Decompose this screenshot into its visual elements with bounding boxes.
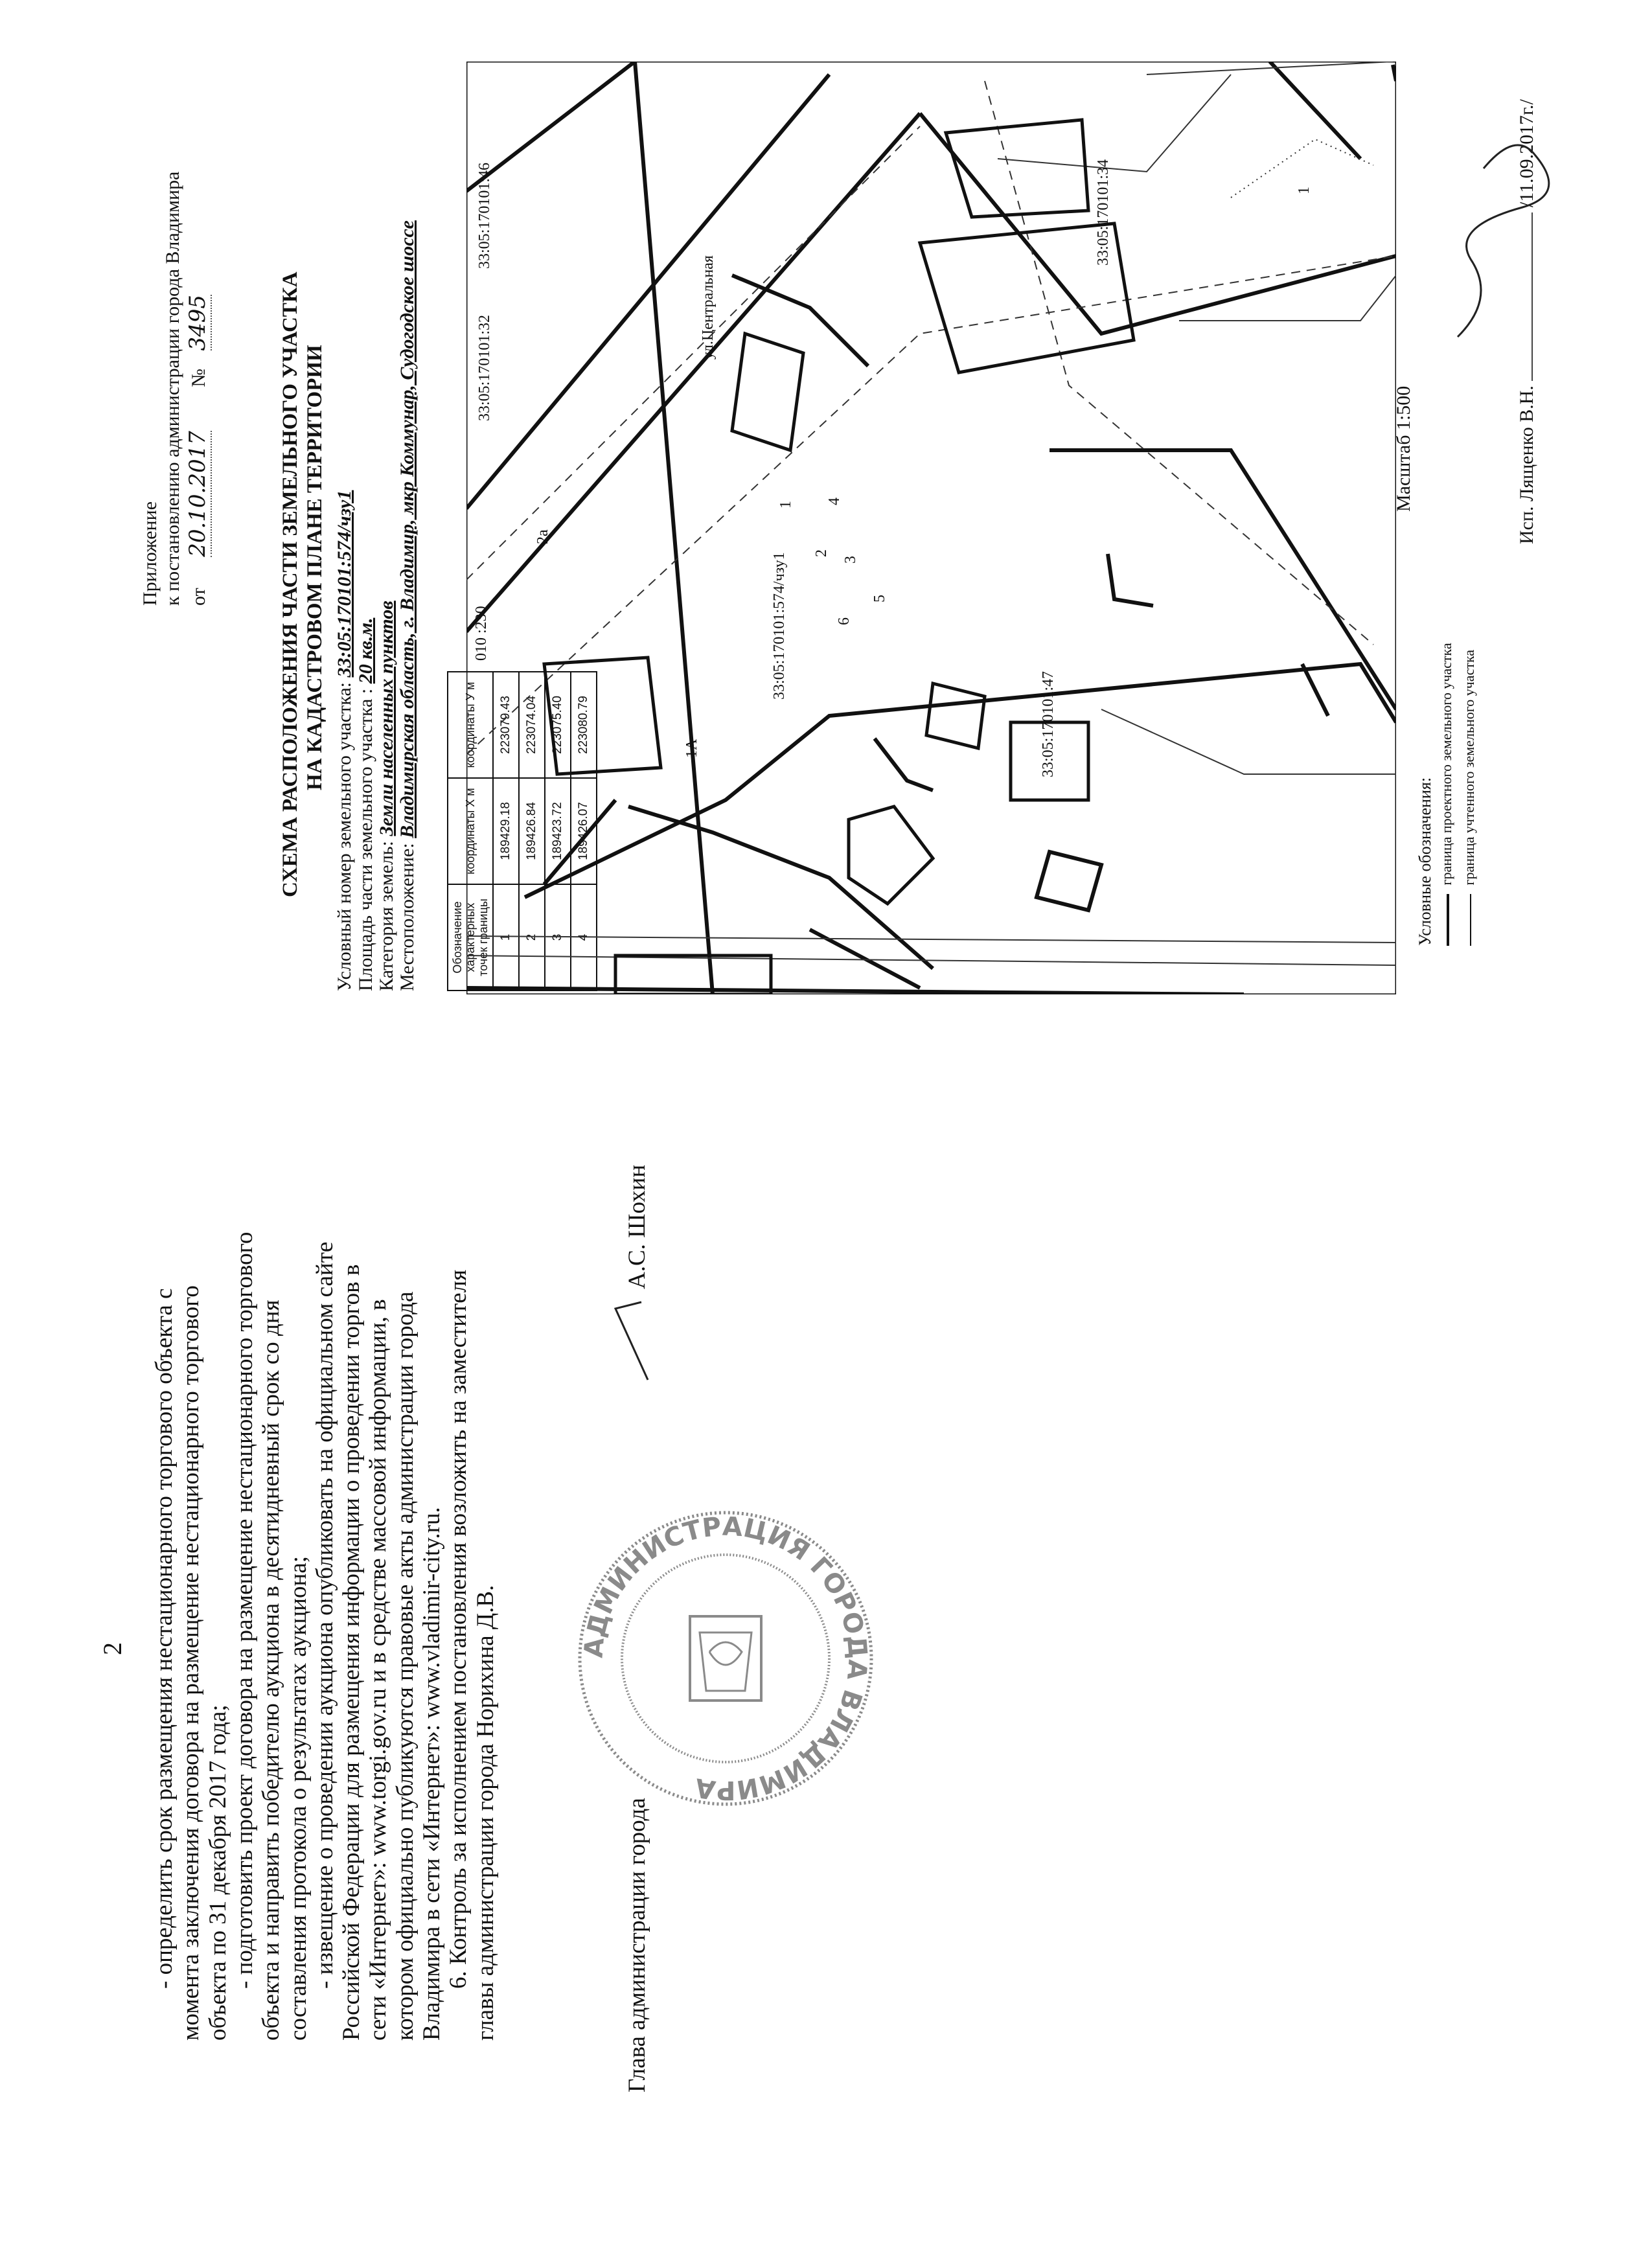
table-cell: 3 xyxy=(545,884,571,991)
scheme-title-line-2: НА КАДАСТРОВОМ ПЛАНЕ ТЕРРИТОРИИ xyxy=(303,345,327,790)
map-scale: Масштаб 1:500 xyxy=(1393,385,1414,512)
table-cell: 189429.18 xyxy=(493,778,519,884)
parcel-label-32: 33:05:170101:32 xyxy=(476,314,493,421)
legend-item-registered xyxy=(1461,650,1478,946)
annex-label: Приложение xyxy=(139,501,161,606)
project-part-polygon xyxy=(1037,852,1101,910)
contour-lines xyxy=(466,62,1396,965)
table-cell: 1 xyxy=(493,884,519,991)
page-number: 2 xyxy=(98,1642,127,1655)
building-label-1a: 1А xyxy=(683,739,700,758)
legend-title: Условные обозначения: xyxy=(1416,777,1434,946)
legend-swatch-project xyxy=(1447,894,1449,946)
parcel-label-46: 33:05:170101:46 xyxy=(476,162,493,269)
parcel-info-value: Владимирская область, г. Владимир, мкр Коммунар, Судогодское шоссе xyxy=(396,220,418,838)
signatory-title: Глава администрации города xyxy=(624,1798,650,2092)
parcel-info-line xyxy=(355,618,377,991)
dashed-lines xyxy=(466,81,1396,755)
annex-number: 3495 xyxy=(185,294,211,351)
legend-label-project: граница проектного земельного участка xyxy=(1438,643,1454,886)
parcel-label-34: 33:05:170101:34 xyxy=(1095,159,1112,266)
annex-date-line xyxy=(185,295,211,606)
street-label: ул.Центральная xyxy=(700,255,717,360)
parcel-info-label: Местоположение: xyxy=(396,838,418,991)
body-line: - извещение о проведении аукциона опубликовать на официальном сайте xyxy=(311,1241,338,1989)
point-label-2: 2 xyxy=(813,549,830,557)
signature-mark xyxy=(602,1296,661,1386)
body-line: Российской Федерации для размещения информации о проведении торгов в xyxy=(338,1264,365,2041)
annex-date: 20.10.2017 xyxy=(185,431,211,557)
parcel-info-value: Земли населенных пунктов xyxy=(376,601,397,836)
body-line: главы администрации города Норихина Д.В. xyxy=(472,1585,499,2041)
seal-image xyxy=(570,1503,881,1814)
seal-text: АДМИНИСТРАЦИЯ ГОРОДА ВЛАДИМИРА xyxy=(579,1511,873,1805)
table-header-cell: Обозначение характерных точек границы xyxy=(448,884,493,991)
parcel-info-value: 20 кв.м. xyxy=(355,617,376,684)
point-label-5: 5 xyxy=(871,595,888,602)
point-label-3: 3 xyxy=(842,556,859,564)
table-cell: 223074.04 xyxy=(519,672,545,778)
parcel-info-line xyxy=(396,220,419,991)
table-header-cell: координаты Х м xyxy=(448,778,493,884)
body-line: 6. Контроль за исполнением постановления возложить на заместителя xyxy=(445,1269,472,1989)
body-line: объекта по 31 декабря 2017 года; xyxy=(204,1704,231,2041)
misc-label-1: 1 xyxy=(1296,187,1313,194)
parcel-info-label: Категория земель: xyxy=(376,836,397,991)
table-cell: 189423.72 xyxy=(545,778,571,884)
executor-name: Исп. Лященко В.Н. xyxy=(1516,385,1537,544)
parcel-info-label: Условный номер земельного участка: xyxy=(334,677,355,991)
body-line: момента заключения договора на размещение нестационарного торгового xyxy=(178,1285,205,2041)
body-line: составления протокола о результатах аукциона; xyxy=(284,1555,312,2041)
annex-reference: к постановлению администрации города Владимира xyxy=(162,171,183,606)
point-label-1: 1 xyxy=(777,501,794,509)
executor-date: /11.09.2017г./ xyxy=(1516,99,1537,208)
annex-number-label: № xyxy=(188,368,209,387)
legend-item-project xyxy=(1438,643,1455,946)
table-cell: 4 xyxy=(571,884,597,991)
table-cell: 189426.07 xyxy=(571,778,597,884)
table-cell: 2 xyxy=(519,884,545,991)
point-label-6: 6 xyxy=(836,617,853,625)
table-header-cell: координаты У м xyxy=(448,672,493,778)
body-line: - подготовить проект договора на размещение нестационарного торгового xyxy=(231,1231,258,1989)
parcel-info-line xyxy=(376,601,398,991)
body-line: Владимира в сети «Интернет»: www.vladimir-city.ru. xyxy=(419,1507,445,2041)
table-cell: 189426.84 xyxy=(519,778,545,884)
table-cell: 223080.79 xyxy=(571,672,597,778)
table-cell: 223075.40 xyxy=(545,672,571,778)
parcel-info-line xyxy=(334,490,356,991)
parcel-label-chzu1: 33:05:170101:574/чзу1 xyxy=(771,552,788,700)
legend-label-registered: граница учтенного земельного участка xyxy=(1461,649,1477,886)
building-label-2a: 2а xyxy=(534,529,551,544)
cadastral-map xyxy=(466,62,1396,994)
annex-from-label: от xyxy=(188,588,209,606)
table-cell: 223079.43 xyxy=(493,672,519,778)
body-line: объекта и направить победителю аукциона в десятидневный срок со дня xyxy=(258,1300,285,2041)
scheme-title-line-1: СХЕМА РАСПОЛОЖЕНИЯ ЧАСТИ ЗЕМЕЛЬНОГО УЧАСТКА xyxy=(279,271,302,897)
legend-swatch-registered xyxy=(1470,894,1471,946)
parcel-label-230: 010 :230 xyxy=(473,606,490,661)
executor-signature xyxy=(1445,130,1574,343)
body-line: сети «Интернет»: www.torgi.gov.ru и в средстве массовой информации, в xyxy=(365,1299,392,2041)
body-line: котором официально публикуются правовые акты администрации города xyxy=(391,1291,419,2041)
signatory-name: А.С. Шохин xyxy=(624,1164,650,1289)
parcel-info-value: 33:05:170101:574/чзу1 xyxy=(334,490,355,678)
point-label-4: 4 xyxy=(826,498,843,505)
body-line: - определить срок размещения нестационарного торгового объекта с xyxy=(151,1288,178,1989)
parcel-label-47: 33:05:170101:47 xyxy=(1040,670,1057,777)
parcel-info-label: Площадь части земельного участка : xyxy=(355,683,376,991)
official-seal xyxy=(570,1503,881,1814)
